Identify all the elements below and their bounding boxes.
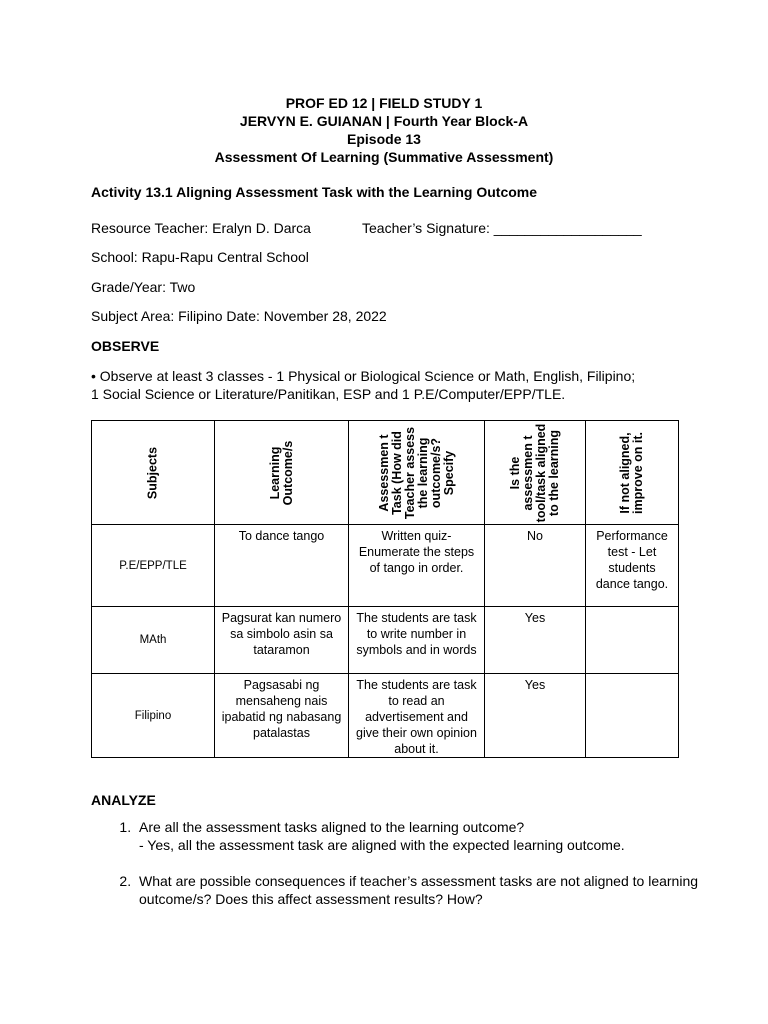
header-topic: Assessment Of Learning (Summative Assessment): [214, 149, 554, 165]
header-subjects: Subjects: [92, 421, 215, 525]
analyze-questions: [91, 818, 725, 908]
cell-aligned: Yes: [485, 674, 586, 758]
question-1: 1. Are all the assessment tasks aligned to the learning outcome?: [139, 819, 525, 835]
table-row: [92, 525, 679, 607]
header-student: JERVYN E. GUIANAN | Fourth Year Block-A: [239, 113, 529, 129]
header-aligned: Is the assessmen t tool/task aligned to the learning: [485, 421, 586, 525]
table-row: [92, 607, 679, 674]
cell-task: The students are task to read an advertisement and give their own opinion about it.: [349, 674, 485, 758]
header-episode: Episode 13: [347, 131, 421, 147]
header-learning-outcomes: Learning Outcome/s: [215, 421, 349, 525]
question-2: 2. What are possible consequences if teacher’s assessment tasks are not aligned to learning outcome/s? Does this affect assessment results? How?: [139, 873, 699, 907]
school: School: Rapu-Rapu Central School: [91, 249, 309, 265]
cell-improve: Performance test - Let students dance tango.: [586, 525, 679, 607]
answer-1: - Yes, all the assessment task are aligned with the expected learning outcome.: [139, 837, 625, 853]
grade-year: Grade/Year: Two: [91, 279, 196, 295]
analyze-heading: ANALYZE: [91, 792, 156, 808]
cell-subject: P.E/EPP/TLE: [92, 525, 215, 607]
list-item: [135, 872, 725, 908]
table-row: [92, 674, 679, 758]
table-header-row: [92, 421, 679, 525]
cell-outcome: Pagsurat kan numero sa simbolo asin sa tataramon: [215, 607, 349, 674]
observe-heading: OBSERVE: [91, 338, 160, 354]
cell-task: Written quiz- Enumerate the steps of tango in order.: [349, 525, 485, 607]
observe-instruction-line-2: 1 Social Science or Literature/Panitikan, ESP and 1 P.E/Computer/EPP/TLE.: [91, 386, 566, 402]
cell-improve: [586, 607, 679, 674]
list-item: [135, 818, 725, 854]
cell-outcome: To dance tango: [215, 525, 349, 607]
activity-title: Activity 13.1 Aligning Assessment Task with the Learning Outcome: [91, 184, 538, 200]
cell-improve: [586, 674, 679, 758]
observe-instruction-line-1: • Observe at least 3 classes - 1 Physical or Biological Science or Math, English, Filipino;: [91, 368, 636, 384]
subject-area-date: Subject Area: Filipino Date: November 28, 2022: [91, 308, 387, 324]
header-improve: If not aligned, improve on it.: [586, 421, 679, 525]
observation-table: [91, 420, 679, 758]
cell-aligned: No: [485, 525, 586, 607]
cell-aligned: Yes: [485, 607, 586, 674]
cell-subject: MAth: [92, 607, 215, 674]
resource-teacher: Resource Teacher: Eralyn D. Darca: [91, 220, 311, 236]
cell-task: The students are task to write number in symbols and in words: [349, 607, 485, 674]
cell-outcome: Pagsasabi ng mensaheng nais ipabatid ng nabasang patalastas: [215, 674, 349, 758]
header-course: PROF ED 12 | FIELD STUDY 1: [285, 95, 483, 111]
cell-subject: Filipino: [92, 674, 215, 758]
header-assessment-task: Assessmen t Task (How did Teacher assess the learning outcome/s? Specify: [349, 421, 485, 525]
teacher-signature: Teacher’s Signature: ___________________: [362, 220, 642, 236]
